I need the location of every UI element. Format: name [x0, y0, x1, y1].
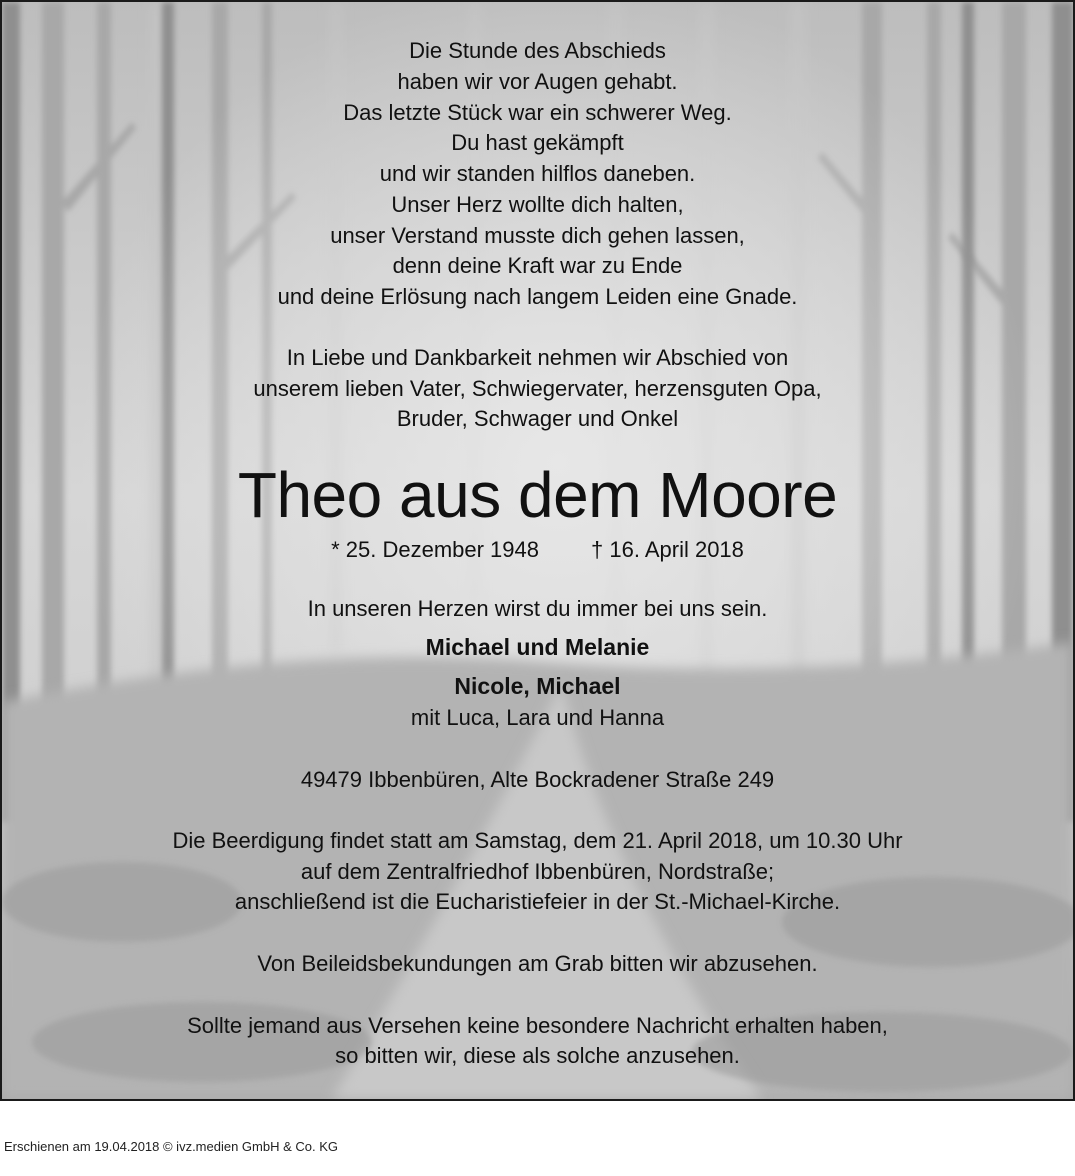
publication-footer: Erschienen am 19.04.2018 © ivz.medien GmbH & Co. KG [4, 1139, 339, 1154]
poem-line: und wir standen hilflos daneben. [379, 161, 696, 186]
poem-line: unser Verstand musste dich gehen lassen, [330, 223, 745, 248]
death-date: † 16. April 2018 [591, 537, 744, 562]
address: 49479 Ibbenbüren, Alte Bockradener Straße 249 [300, 767, 775, 792]
intro-line: unserem lieben Vater, Schwiegervater, herzensguten Opa, [253, 376, 822, 401]
poem-line: Die Stunde des Abschieds [409, 38, 666, 63]
funeral-line: Die Beerdigung findet statt am Samstag, dem 21. April 2018, um 10.30 Uhr [172, 828, 903, 853]
condolence-note: Von Beileidsbekundungen am Grab bitten wir abzusehen. [257, 951, 818, 976]
family-line-1: Michael und Melanie [425, 634, 650, 660]
deceased-name: Theo aus dem Moore [237, 459, 838, 531]
birth-date: * 25. Dezember 1948 [331, 537, 539, 562]
intro-line: Bruder, Schwager und Onkel [396, 406, 679, 431]
funeral-line: anschließend ist die Eucharistiefeier in der St.-Michael-Kirche. [234, 889, 841, 914]
poem-line: haben wir vor Augen gehabt. [397, 69, 678, 94]
notice-content [2, 2, 1073, 1099]
notice-note-line: Sollte jemand aus Versehen keine besondere Nachricht erhalten haben, [187, 1013, 888, 1038]
poem-line: denn deine Kraft war zu Ende [392, 253, 683, 278]
closing-line: In unseren Herzen wirst du immer bei uns sein. [307, 596, 768, 621]
intro-line: In Liebe und Dankbarkeit nehmen wir Abschied von [286, 345, 789, 370]
family-line-2: Nicole, Michael [454, 673, 621, 699]
notice-note-line: so bitten wir, diese als solche anzusehen. [335, 1043, 740, 1068]
poem-line: und deine Erlösung nach langem Leiden eine Gnade. [277, 284, 798, 309]
poem-line: Du hast gekämpft [451, 130, 624, 155]
funeral-line: auf dem Zentralfriedhof Ibbenbüren, Nordstraße; [300, 859, 775, 884]
poem-line: Das letzte Stück war ein schwerer Weg. [343, 100, 732, 125]
family-line-3: mit Luca, Lara und Hanna [410, 705, 665, 730]
life-dates [2, 537, 1073, 563]
poem-line: Unser Herz wollte dich halten, [391, 192, 684, 217]
